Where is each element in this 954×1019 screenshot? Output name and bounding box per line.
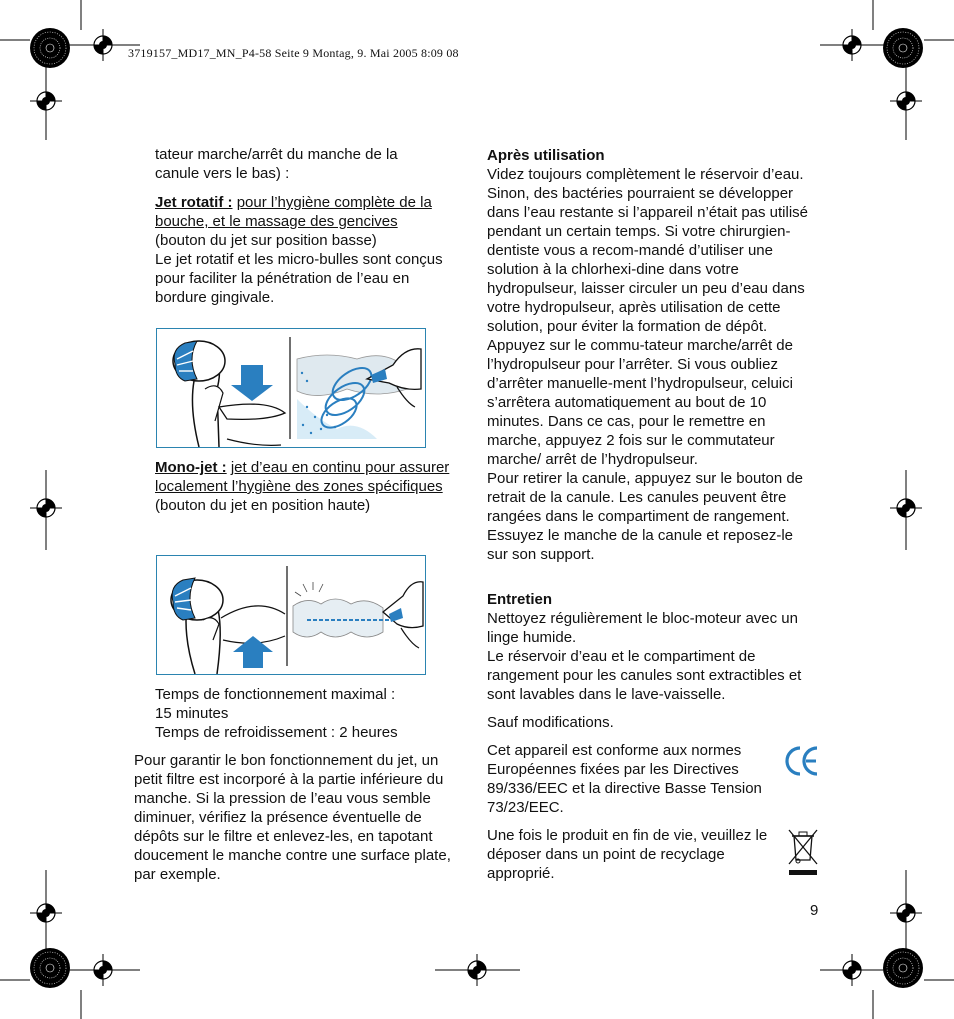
- recycle-text: Une fois le produit en fin de vie, veuillez le déposer dans un point de recyclage approprié.: [487, 827, 768, 882]
- max-time-label: Temps de fonctionnement maximal :: [155, 686, 396, 703]
- mono-jet-section: [155, 458, 455, 515]
- figure-mono-jet: [156, 555, 426, 675]
- jet-rotatif-label: Jet rotatif :: [155, 194, 233, 211]
- jet-rotatif-section: [155, 193, 450, 307]
- entretien-paragraph-2: Le réservoir d’eau et le compartiment de rangement pour les canules sont extractibles et sont lavables dans le lave-vaisselle.: [487, 648, 802, 703]
- intro-text: tateur marche/arrêt du manche de la canule vers le bas) :: [155, 146, 398, 182]
- ce-mark-icon: [784, 744, 820, 778]
- entretien-paragraph-1: Nettoyez régulièrement le bloc-moteur avec un linge humide.: [487, 610, 798, 646]
- jet-rotatif-text: Le jet rotatif et les micro-bulles sont conçus pour faciliter la pénétration de l’eau en bordure gingivale.: [155, 251, 443, 306]
- apres-paragraph-2: Pour retirer la canule, appuyez sur le bouton de retrait de la canule. Les canules peuvent être rangées dans le compartiment de rangement. Essuyez le manche de la canule et reposez-le sur son support.: [487, 470, 804, 563]
- cooling-time: Temps de refroidissement : 2 heures: [155, 724, 398, 741]
- mono-jet-desc: jet d’eau en continu pour assurer localement l’hygiène des zones spécifiques: [155, 459, 450, 495]
- apres-heading: Après utilisation: [487, 147, 605, 164]
- print-slug: 3719157_MD17_MN_P4-58 Seite 9 Montag, 9. Mai 2005 8:09 08: [128, 46, 459, 60]
- entretien-section: [487, 590, 817, 704]
- jet-rotatif-position: (bouton du jet sur position basse): [155, 232, 377, 249]
- mono-jet-position: (bouton du jet en position haute): [155, 497, 371, 514]
- filter-paragraph: Pour garantir le bon fonctionnement du jet, un petit filtre est incorporé à la partie inférieure du manche. Si la pression de l’eau vous semble diminuer, vérifiez la présence éventuelle de dépôts sur le filtre et enlevez-les, en tapotant doucement le manche contre une surface plate, par exemple.: [134, 752, 451, 883]
- mono-jet-label: Mono-jet :: [155, 459, 227, 476]
- figure-jet-rotatif: [156, 328, 426, 448]
- sauf-modifications: Sauf modifications.: [487, 714, 614, 731]
- apres-paragraph-1: Videz toujours complètement le réservoir d’eau. Sinon, des bactéries pourraient se développer dans l’eau restante si l’appareil n’était pas utilisé pendant un certain temps. Si votre chirurgien-dentiste vous a recom-mandé d’utiliser une solution à la chlorhexi-dine dans votre hydropulseur, laisser circuler un peu d’eau dans votre hydropulseur, après utilisation de cette solution, pour éviter la formation de dépôt. Appuyez sur le commu-tateur marche/arrêt de l’hydropulseur pour l’arrêter. Si vous oubliez d’arrêter manuelle-ment l’hydropulseur, celuici s’arrêtera automatiquement au bout de 10 minutes. Dans ce cas, pour le remettre en marche, appuyez 2 fois sur le commutateur marche/ arrêt de l’hydropulseur.: [487, 166, 809, 468]
- times-block: [155, 685, 455, 742]
- entretien-heading: Entretien: [487, 591, 553, 608]
- apres-section: [487, 146, 817, 564]
- page-number: 9: [810, 902, 819, 919]
- jet-rotatif-desc: pour l’hygiène complète de la bouche, et le massage des gencives: [155, 194, 432, 230]
- max-time-value: 15 minutes: [155, 705, 229, 722]
- conformity-text: Cet appareil est conforme aux normes Européennes fixées par les Directives 89/336/EEC et la directive Basse Tension 73/23/EEC.: [487, 742, 762, 816]
- crossed-bin-icon: [786, 828, 820, 878]
